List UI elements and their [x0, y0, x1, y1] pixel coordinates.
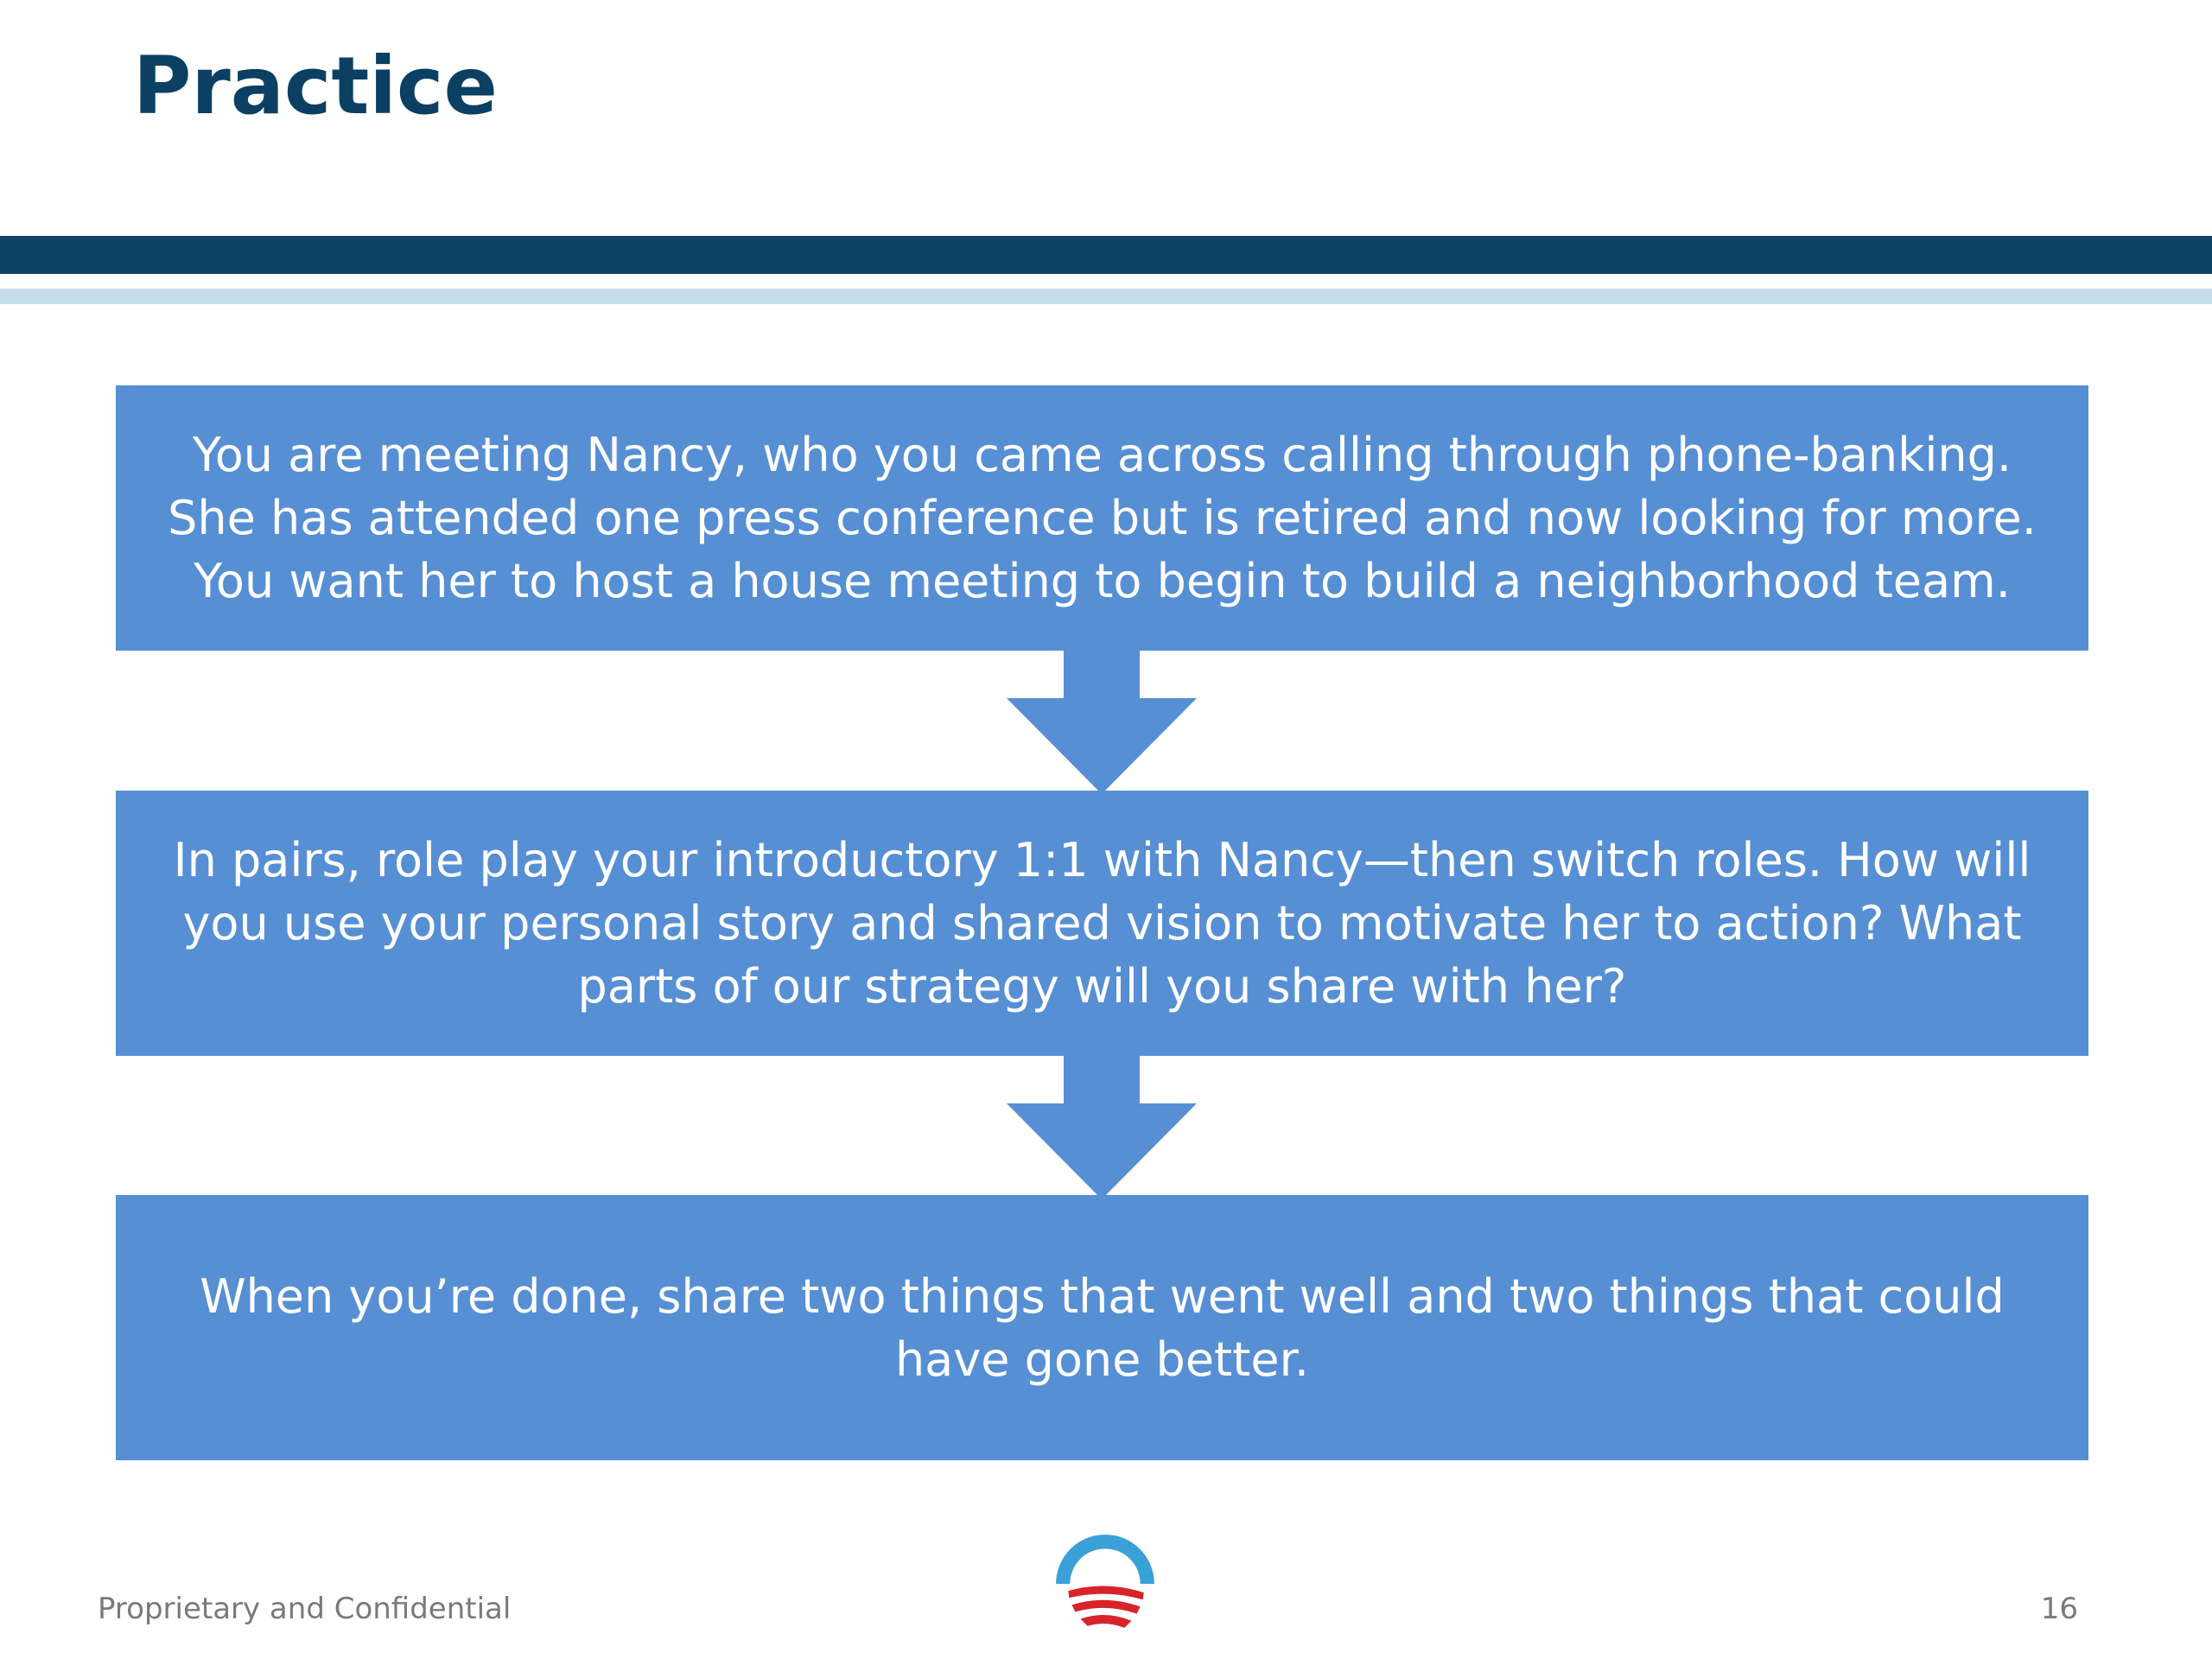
step-box-3 — [116, 1195, 2088, 1460]
step-text-1 — [142, 423, 2063, 613]
step-2-line-2: you use your personal story and shared vision to motivate her to action? What — [182, 896, 2022, 950]
header-rule-dark — [0, 236, 2212, 274]
slide-title: Practice — [133, 40, 498, 132]
step-box-1 — [116, 385, 2088, 651]
step-1-line-3: You want her to host a house meeting to begin to build a neighborhood team. — [194, 554, 2011, 608]
step-1-line-2: She has attended one press conference but is retired and now looking for more. — [168, 491, 2037, 545]
step-text-2 — [142, 829, 2063, 1018]
down-arrow-icon — [1007, 651, 1197, 794]
step-text-3 — [142, 1265, 2063, 1391]
step-2-line-1: In pairs, role play your introductory 1:1 with Nancy—then switch roles. How will — [173, 833, 2031, 887]
step-box-2 — [116, 791, 2088, 1056]
step-3-line-2: have gone better. — [894, 1332, 1310, 1387]
page-number: 16 — [2040, 1592, 2078, 1626]
step-3-line-1: When you’re done, share two things that went well and two things that could — [200, 1268, 2005, 1324]
step-1-line-1: You are meeting Nancy, who you came across calling through phone-banking. — [192, 428, 2012, 482]
footer-confidential-label: Proprietary and Confidential — [98, 1592, 512, 1626]
header-rule-light — [0, 289, 2212, 304]
down-arrow-icon — [1007, 1056, 1197, 1199]
campaign-logo-icon — [1052, 1531, 1158, 1637]
step-2-line-3: parts of our strategy will you share with her? — [577, 959, 1627, 1014]
